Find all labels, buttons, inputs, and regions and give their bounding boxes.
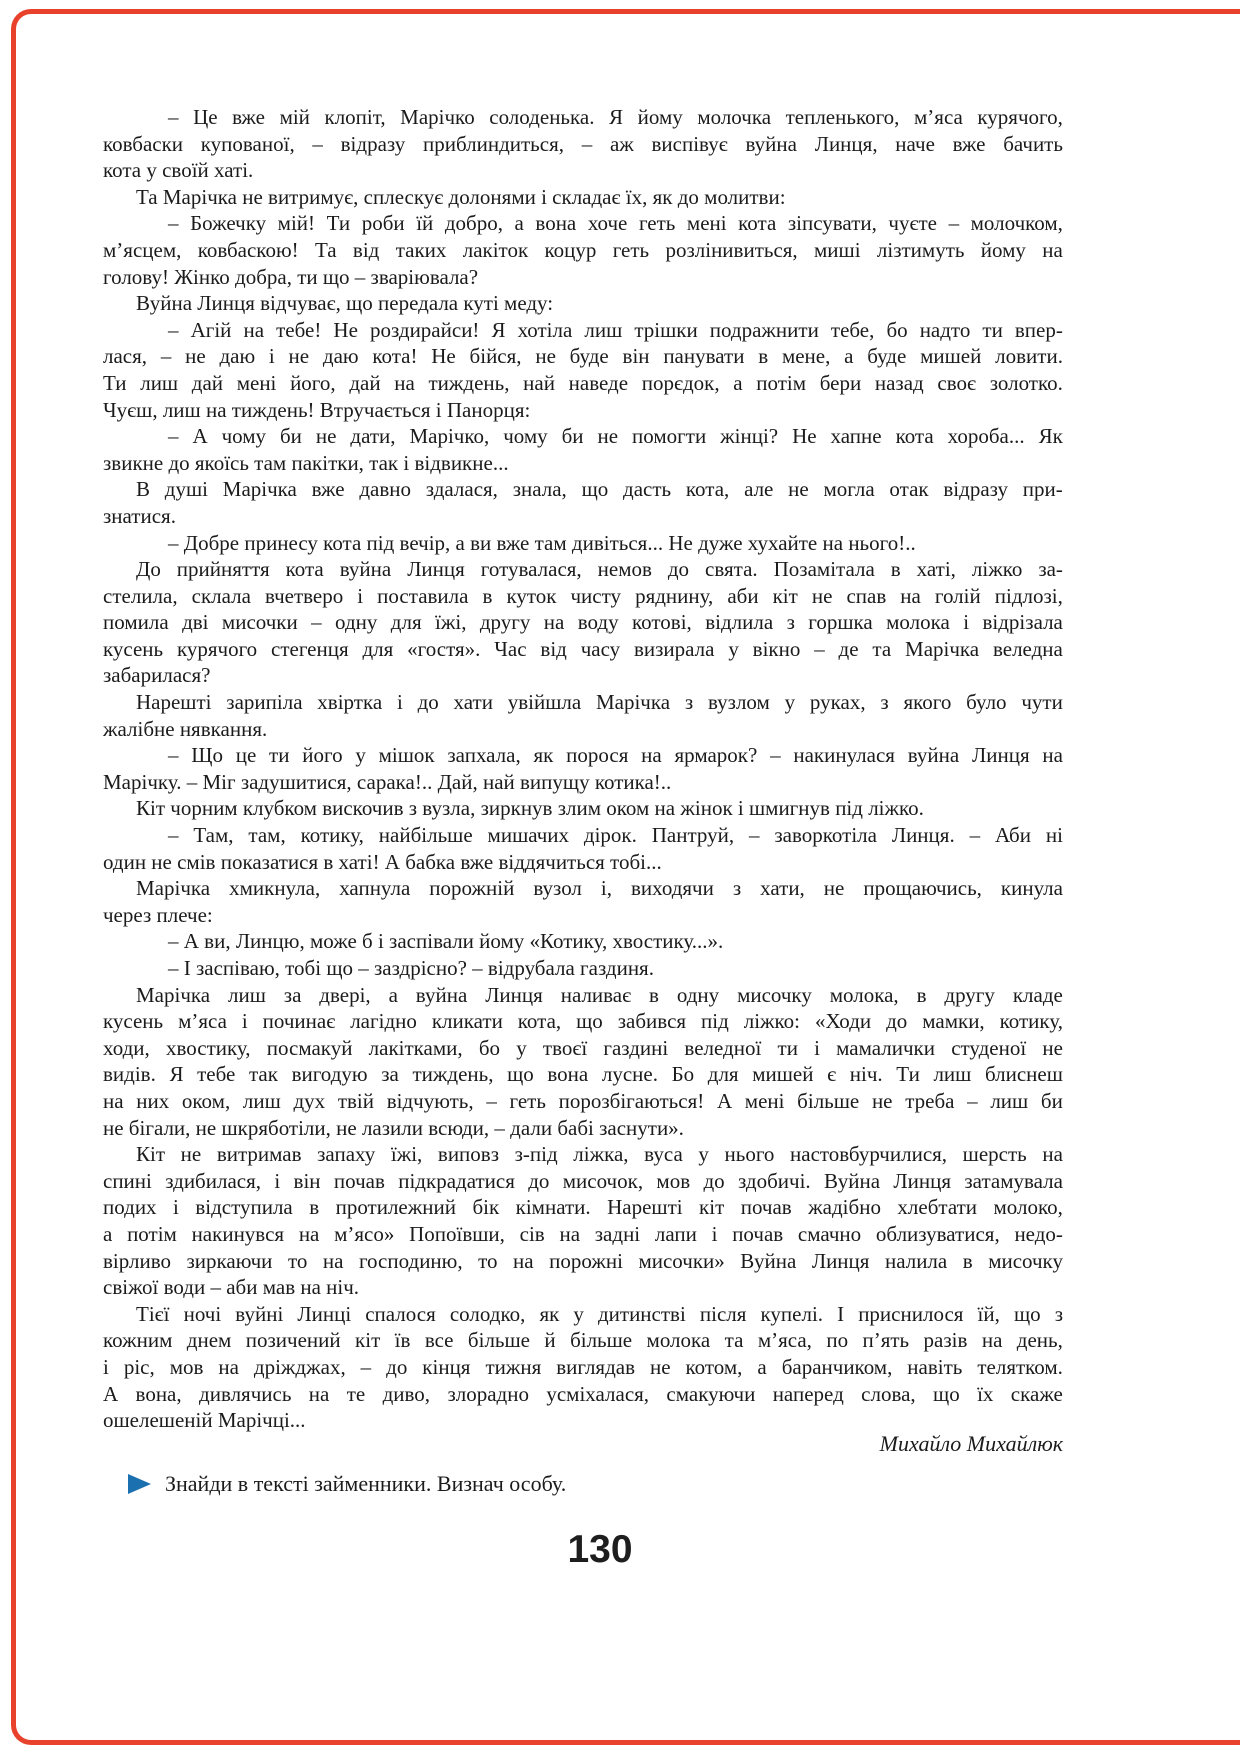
task-text: Знайди в тексті займенники. Визнач особу. <box>165 1471 567 1496</box>
text-line: Марічка лиш за двері, а вуйна Линця наливає в одну мисочку молока, в другу кладе <box>136 982 1063 1007</box>
text-line: Чуєш, лиш на тиждень! Втручається і Панорця: <box>103 397 531 422</box>
text-line: ковбаски купованої, – відразу приблиндиться, – аж виспівує вуйна Линця, наче вже бачить <box>103 131 1063 156</box>
text-line: Вуйна Линця відчуває, що передала куті меду: <box>136 291 554 316</box>
text-line: голову! Жінко добра, ти що – зваріювала? <box>103 264 479 289</box>
paragraph <box>103 530 1063 557</box>
text-line: кусень курячого стегенця для «гостя». Час від часу визирала у вікно – де та Марічка веледна <box>103 636 1063 661</box>
text-line: не бігали, не шкряботіли, не лазили всюди, – дали бабі заснути». <box>103 1115 684 1140</box>
paragraph <box>103 955 1063 982</box>
paragraph <box>103 822 1063 875</box>
text-line: спині здибилася, і він почав підкрадатися до мисочок, мов до здобичі. Вуйна Линця затамувала <box>103 1168 1063 1193</box>
task-row <box>128 1471 566 1497</box>
text-line: кота у своїй хаті. <box>103 158 254 183</box>
text-line: Кіт чорним клубком вискочив з вузла, зиркнув злим оком на жінок і шмигнув під ліжко. <box>136 796 924 821</box>
text-line: Марічка хмикнула, хапнула порожній вузол і, виходячи з хати, не прощаючись, кинула <box>136 876 1063 901</box>
text-line: – Там, там, котику, найбільше мишачих дірок. Пантруй, – заворкотіла Линця. – Аби ні <box>168 823 1063 848</box>
text-line: помила дві мисочки – одну для їжі, другу на воду котові, відлила з горшка молока і відрізала <box>103 610 1063 635</box>
page-number: 130 <box>567 1528 633 1571</box>
text-line: Ти лиш дай мені його, дай на тиждень, най наведе порєдок, а потім бери назад своє золотко. <box>103 370 1063 395</box>
paragraph <box>103 423 1063 476</box>
text-line: – А чому би не дати, Марічко, чому би не помогти жінці? Не хапне кота хороба... Як <box>168 424 1063 449</box>
paragraph <box>103 290 1063 317</box>
paragraph <box>103 184 1063 211</box>
paragraph <box>103 982 1063 1142</box>
text-line: Тієї ночі вуйні Линці спалося солодко, як у дитинстві після купелі. І приснилося їй, що з <box>136 1301 1063 1326</box>
text-line: видів. Я тебе так вигодую за тиждень, що вона лусне. Бо для мишей є ніч. Ти лиш блиснеш <box>103 1062 1063 1087</box>
text-line: свіжої води – аби мав на ніч. <box>103 1275 360 1300</box>
text-line: кусень м’яса і починає лагідно кликати кота, що забився під ліжко: «Ходи до мамки, котику, <box>103 1009 1063 1034</box>
text-line: через плече: <box>103 902 213 927</box>
text-line: – Божечку мій! Ти роби їй добро, а вона хоче геть мені кота зіпсувати, чуєте – молочком, <box>168 211 1063 236</box>
text-line: а потім накинувся на м’ясо» Попоївши, сів на задні лапи і почав смачно облизуватися, недо- <box>103 1221 1063 1246</box>
paragraph <box>103 317 1063 423</box>
text-line: Та Марічка не витримує, сплескує долонями і складає їх, як до молитви: <box>136 184 786 209</box>
text-line: – Агій на тебе! Не роздирайси! Я хотіла лиш трішки подражнити тебе, бо надто ти впер- <box>168 317 1063 342</box>
paragraph <box>103 1301 1063 1434</box>
story-text <box>103 104 1063 1434</box>
text-line: – І заспіваю, тобі що – заздрісно? – відрубала газдиня. <box>168 956 654 980</box>
paragraph <box>103 104 1063 184</box>
paragraph <box>103 875 1063 928</box>
task-arrow-icon <box>128 1474 151 1494</box>
text-line: вірливо зиркаючи то на господиню, то на порожні мисочки» Вуйна Линця налила в мисочку <box>103 1248 1063 1273</box>
text-line: – Це вже мій клопіт, Марічко солоденька. Я йому молочка тепленького, м’яса курячого, <box>168 105 1063 129</box>
text-line: забарилася? <box>103 663 211 688</box>
text-line: ошелешеній Марічці... <box>103 1408 306 1433</box>
paragraph <box>103 742 1063 795</box>
text-line: А вона, дивлячись на те диво, злорадно усміхалася, смакуючи наперед слова, що їх скаже <box>103 1381 1063 1406</box>
text-line: лася, – не даю і не даю кота! Не бійся, не буде він панувати в мене, а буде мишей ловити. <box>103 344 1063 369</box>
text-line: Марічку. – Міг задушитися, сарака!.. Дай, най випущу котика!.. <box>103 769 672 794</box>
paragraph <box>103 210 1063 290</box>
text-line: стелила, склала вчетверо і поставила в куток чисту ряднину, аби кіт не спав на голій підлозі, <box>103 583 1063 608</box>
text-line: знатися. <box>103 503 176 528</box>
text-line: – Що це ти його у мішок запхала, як порося на ярмарок? – накинулася вуйна Линця на <box>168 743 1063 768</box>
text-line: Кіт не витримав запаху їжі, виповз з-під ліжка, вуса у нього настовбурчилися, шерсть на <box>136 1142 1063 1167</box>
text-line: подих і відступила в протилежний бік кімнати. Нарешті кіт почав жадібно хлебтати молоко, <box>103 1195 1063 1220</box>
text-line: ходи, хвостику, посмакуй лакітками, бо у твоєї газдині веледної ти і мамалички студеної не <box>103 1035 1063 1060</box>
paragraph <box>103 689 1063 742</box>
paragraph <box>103 795 1063 822</box>
text-line: В душі Марічка вже давно здалася, знала, що дасть кота, але не могла отак відразу при- <box>136 477 1063 502</box>
paragraph <box>103 928 1063 955</box>
text-line: на них оком, лиш дух твій відчують, – геть порозбігаються! А мені більше не треба – лиш би <box>103 1088 1063 1113</box>
text-line: – Добре принесу кота під вечір, а ви вже там дивіться... Не дуже хухайте на нього!.. <box>168 530 916 555</box>
text-line: один не смів показатися в хаті! А бабка вже віддячиться тобі... <box>103 849 662 874</box>
paragraph <box>103 476 1063 529</box>
author-name: Михайло Михайлюк <box>879 1431 1063 1456</box>
paragraph <box>103 556 1063 689</box>
text-line: Нарешті зарипіла хвіртка і до хати увійшла Марічка з вузлом у руках, з якого було чути <box>136 690 1063 715</box>
text-line: – А ви, Линцю, може б і заспівали йому «Котику, хвостику...». <box>168 929 724 954</box>
text-line: і ріс, мов на дріжджах, – до кінця тижня виглядав не котом, а баранчиком, навіть телятком. <box>103 1354 1063 1379</box>
text-line: кожним днем позичений кіт їв все більше й більше молока та м’яса, по п’ять разів на день, <box>103 1328 1063 1353</box>
text-line: м’ясцем, ковбаскою! Та від таких лакіток коцур геть розлінивиться, миші лізтимуть йому на <box>103 237 1063 262</box>
text-line: звикне до якоїсь там пакітки, так і відвикне... <box>103 450 509 475</box>
paragraph <box>103 1141 1063 1301</box>
text-line: жалібне нявкання. <box>103 716 268 741</box>
text-line: До прийняття кота вуйна Линця готувалася, немов до свята. Позамітала в хаті, ліжко за- <box>136 557 1063 582</box>
